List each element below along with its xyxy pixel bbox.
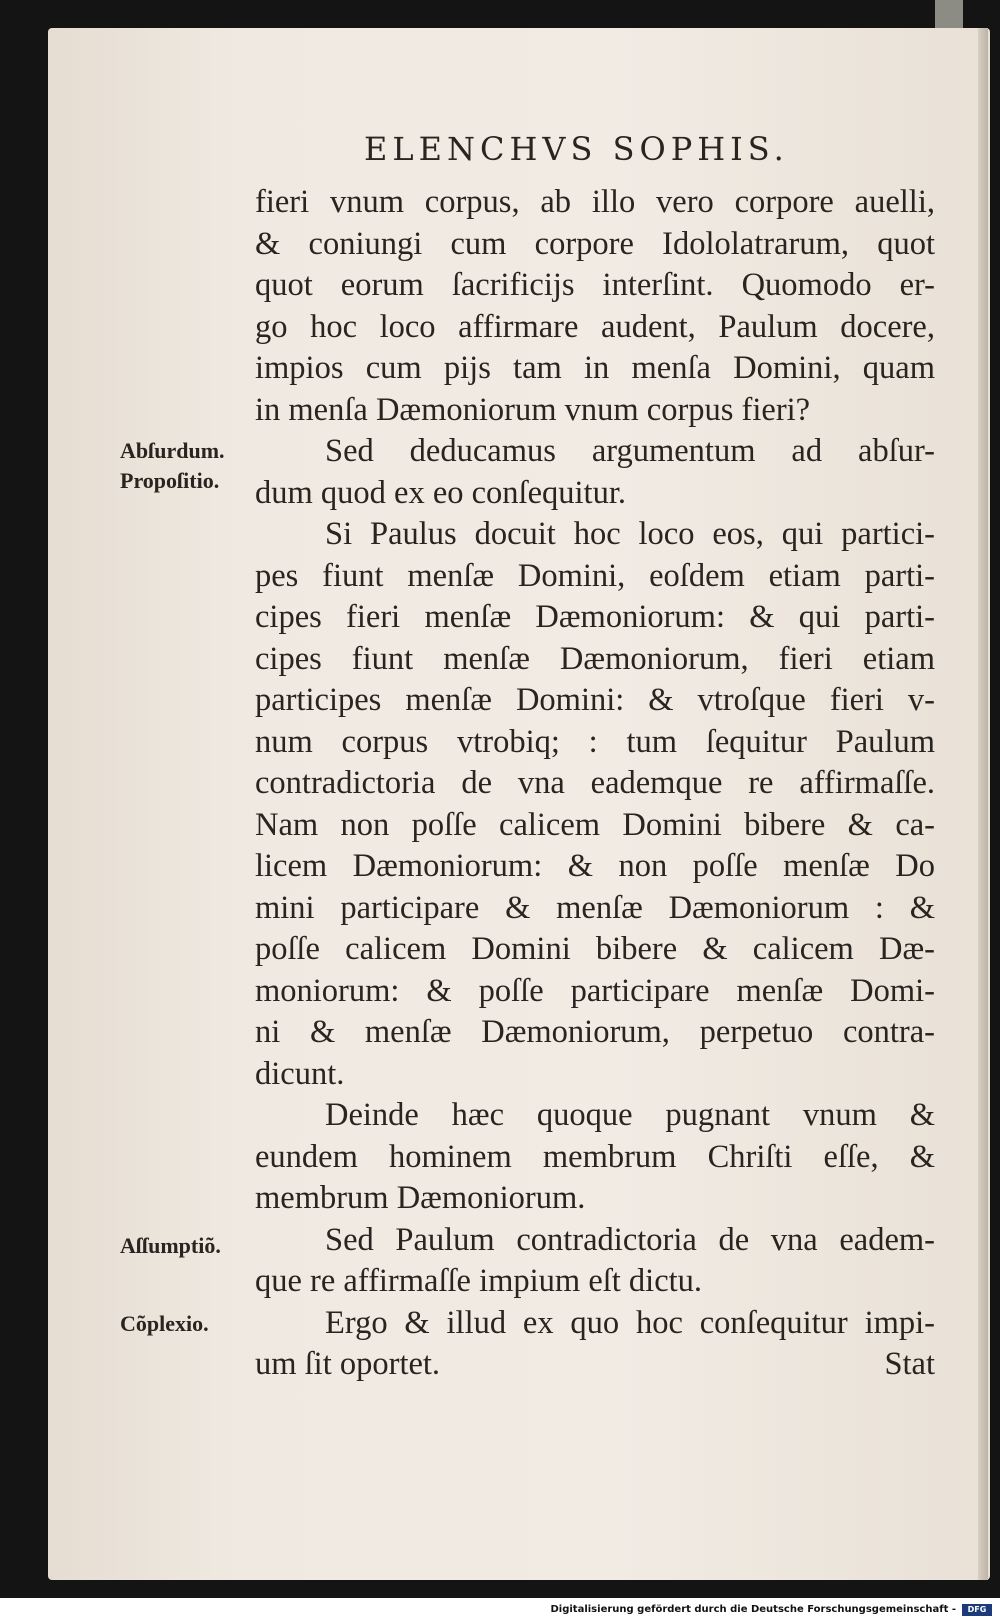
text-line: Deinde hæc quoque pugnant vnum &	[325, 1097, 935, 1133]
text-line: Nam non poſſe calicem Domini bibere & ca-	[255, 806, 935, 843]
text-line: num corpus vtrobiq; : tum ſequitur Paulum	[255, 723, 935, 760]
text-line: moniorum: & poſſe participare menſæ Domi-	[255, 972, 935, 1009]
text-line: fieri vnum corpus, ab illo vero corpore auelli,	[255, 184, 935, 220]
digitization-credit: Digitalisierung gefördert durch die Deutsche Forschungsgemeinschaft -	[550, 1604, 956, 1615]
running-head: ELENCHVS SOPHIS.	[364, 130, 789, 168]
text-line: membrum Dæmoniorum.	[255, 1180, 586, 1216]
page-edge	[978, 28, 988, 1580]
marginal-note-propositio: Propoſitio.	[120, 468, 220, 493]
text-line: pes fiunt menſæ Domini, eoſdem etiam parti-	[255, 557, 935, 594]
text-line: Ergo & illud ex quo hoc conſequitur impi-	[325, 1304, 935, 1341]
body-text	[255, 182, 935, 1386]
text-line: cipes fieri menſæ Dæmoniorum: & qui parti-	[255, 599, 935, 635]
text-line: dicunt.	[255, 1055, 345, 1092]
text-line: cipes fiunt menſæ Dæmoniorum, fieri etiam	[255, 640, 935, 677]
text-line: Sed Paulum contradictoria de vna eadem-	[325, 1221, 935, 1258]
text-line: que re affirmaſſe impium eſt dictu.	[255, 1263, 703, 1299]
catchword: Stat	[884, 1346, 935, 1382]
text-line: dum quod ex eo conſequitur.	[255, 474, 626, 511]
text-line: ni & menſæ Dæmoniorum, perpetuo contra-	[255, 1014, 935, 1050]
text-line: Si Paulus docuit hoc loco eos, qui partici-	[325, 516, 935, 552]
marginal-note-absurdum: Abſurdum.	[120, 438, 225, 463]
text-line: eundem hominem membrum Chriſti eſſe, &	[255, 1138, 935, 1175]
text-line: Sed deducamus argumentum ad abſur-	[325, 433, 935, 469]
text-line: impios cum pijs tam in menſa Domini, quam	[255, 350, 935, 386]
book-edge-tab	[935, 0, 963, 28]
text-line: participes menſæ Domini: & vtroſque fieri v-	[255, 682, 935, 718]
marginal-note-assumptio: Aſſumptiõ.	[120, 1233, 221, 1258]
text-line: go hoc loco affirmare audent, Paulum docere,	[255, 308, 935, 345]
text-line-last	[255, 1344, 935, 1386]
text-line: & coniungi cum corpore Idololatrarum, quot	[255, 225, 935, 262]
text-line: um ſit oportet.	[255, 1346, 441, 1382]
text-line: poſſe calicem Domini bibere & calicem Dæ-	[255, 931, 935, 967]
text-line: licem Dæmoniorum: & non poſſe menſæ Do	[255, 848, 935, 884]
text-line: in menſa Dæmoniorum vnum corpus fieri?	[255, 391, 811, 428]
marginal-note-complexio: Cõplexio.	[120, 1311, 209, 1336]
text-line: quot eorum ſacrificijs interſint. Quomodo er-	[255, 267, 935, 303]
text-line: contradictoria de vna eademque re affirmaſſe.	[255, 765, 935, 801]
dfg-logo: DFG	[962, 1604, 992, 1616]
text-line: mini participare & menſæ Dæmoniorum : &	[255, 889, 935, 926]
